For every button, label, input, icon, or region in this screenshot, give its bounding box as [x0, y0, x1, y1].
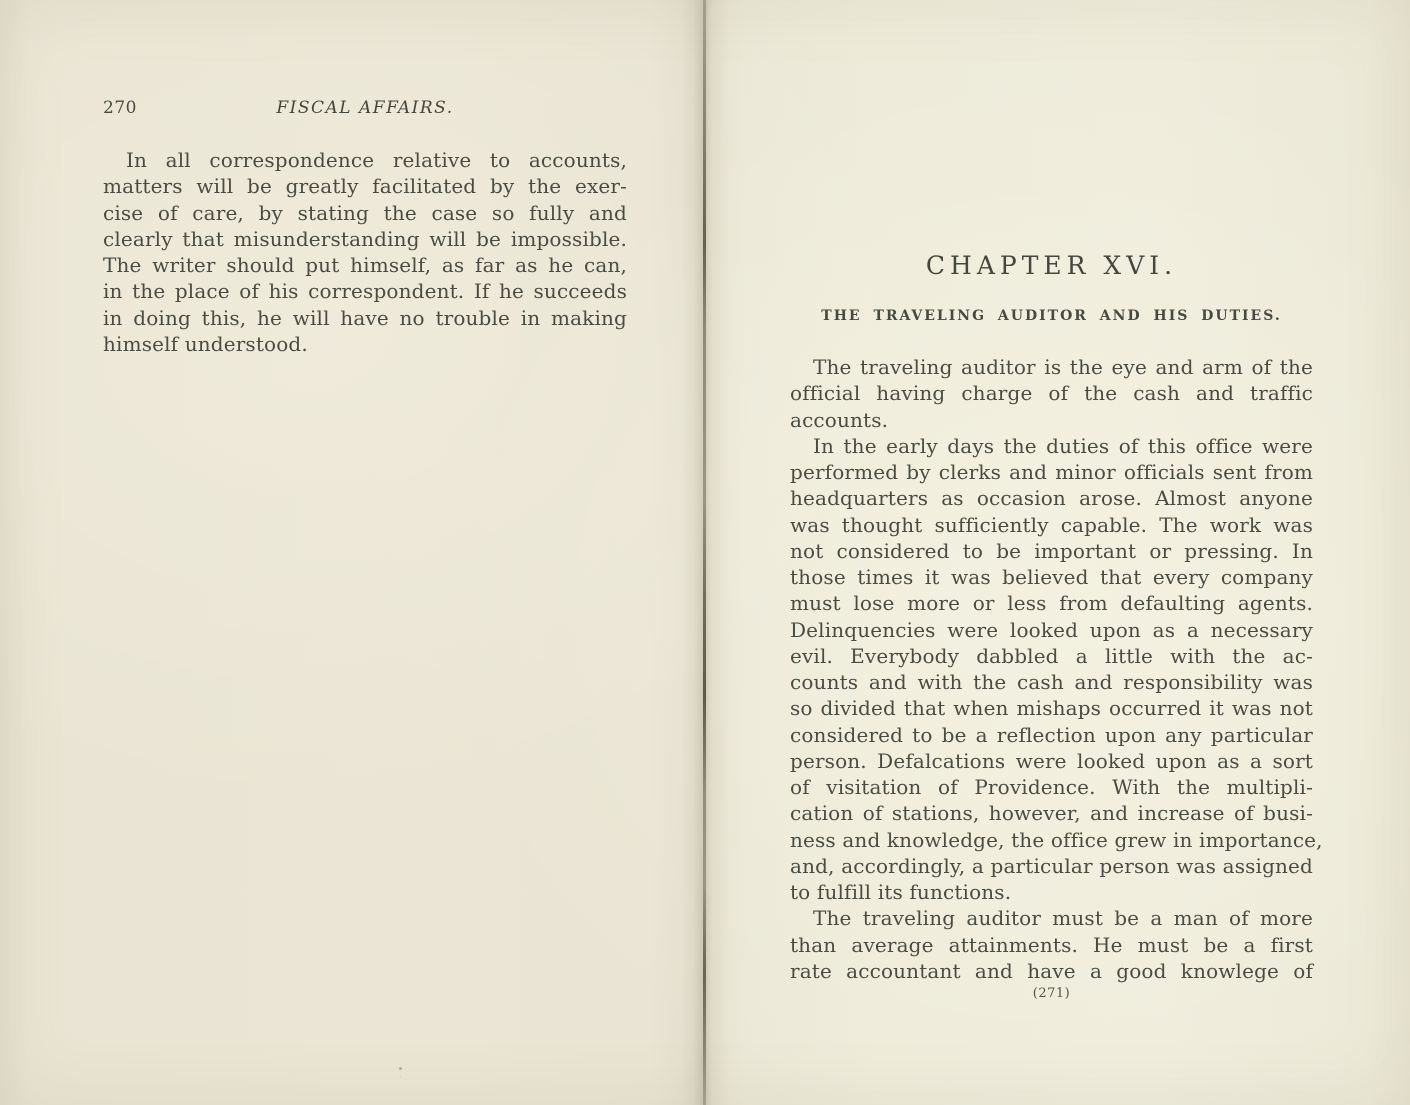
text-line: ness and knowledge, the office grew in importance, [790, 827, 1323, 852]
chapter-subtitle: THE TRAVELING AUDITOR AND HIS DUTIES. [821, 308, 1282, 324]
paragraph [790, 905, 1313, 984]
text-line: so divided that when mishaps occurred it was not [790, 696, 1313, 721]
text-line: to fulfill its functions. [790, 880, 1012, 904]
text-line: cation of stations, however, and increase of busi- [790, 801, 1313, 826]
text-line: The writer should put himself, as far as he can, [103, 253, 627, 277]
text-line: in the place of his correspondent. If he succeeds [103, 279, 627, 304]
text-line: person. Defalcations were looked upon as a sort [790, 748, 1313, 773]
running-title: FISCAL AFFAIRS. [276, 98, 454, 118]
text-line: cise of care, by stating the case so fully and [103, 200, 627, 225]
book-gutter [703, 0, 706, 1105]
text-line: than average attainments. He must be a first [790, 932, 1313, 957]
text-line: Delinquencies were looked upon as a necessary [790, 617, 1313, 642]
paragraph [790, 354, 1313, 433]
text-line: those times it was believed that every company [790, 565, 1313, 589]
text-line: The traveling auditor is the eye and arm of the [813, 355, 1313, 379]
text-line: rate accountant and have a good knowlege of [790, 958, 1313, 983]
right-page [790, 251, 1323, 1001]
text-line: counts and with the cash and responsibility was [790, 670, 1313, 694]
text-line: official having charge of the cash and traffic [790, 381, 1313, 406]
chapter-heading: CHAPTER XVI. [925, 251, 1178, 280]
text-line: matters will be greatly facilitated by the exer- [103, 174, 627, 199]
text-line: performed by clerks and minor officials sent from [790, 460, 1313, 484]
left-page [103, 98, 627, 357]
text-line: evil. Everybody dabbled a little with the ac- [790, 643, 1313, 668]
left-page-text [103, 147, 627, 357]
text-line: The traveling auditor must be a man of more [813, 906, 1313, 931]
right-page-text [790, 354, 1323, 984]
paragraph [103, 147, 627, 357]
text-line: was thought sufficiently capable. The work was [790, 512, 1313, 537]
text-line: clearly that misunderstanding will be impossible. [103, 226, 627, 251]
text-line: must lose more or less from defaulting agents. [790, 591, 1313, 616]
text-line: in doing this, he will have no trouble in making [103, 305, 627, 330]
text-line: of visitation of Providence. With the multipli- [790, 775, 1313, 799]
page-header [103, 98, 627, 120]
text-line: In the early days the duties of this office were [813, 433, 1313, 458]
paper-speck [399, 1067, 402, 1070]
text-line: accounts. [790, 407, 889, 432]
text-line: considered to be a reflection upon any particular [790, 722, 1313, 747]
text-line: headquarters as occasion arose. Almost anyone [790, 486, 1313, 511]
text-line: and, accordingly, a particular person was assigned [790, 853, 1313, 878]
page-number: 270 [103, 98, 137, 118]
text-line: In all correspondence relative to accounts, [126, 148, 627, 172]
paragraph [790, 433, 1323, 906]
text-line: not considered to be important or pressing. In [790, 538, 1313, 563]
text-line: himself understood. [103, 331, 308, 356]
first-page-folio: (271) [1032, 986, 1071, 1001]
